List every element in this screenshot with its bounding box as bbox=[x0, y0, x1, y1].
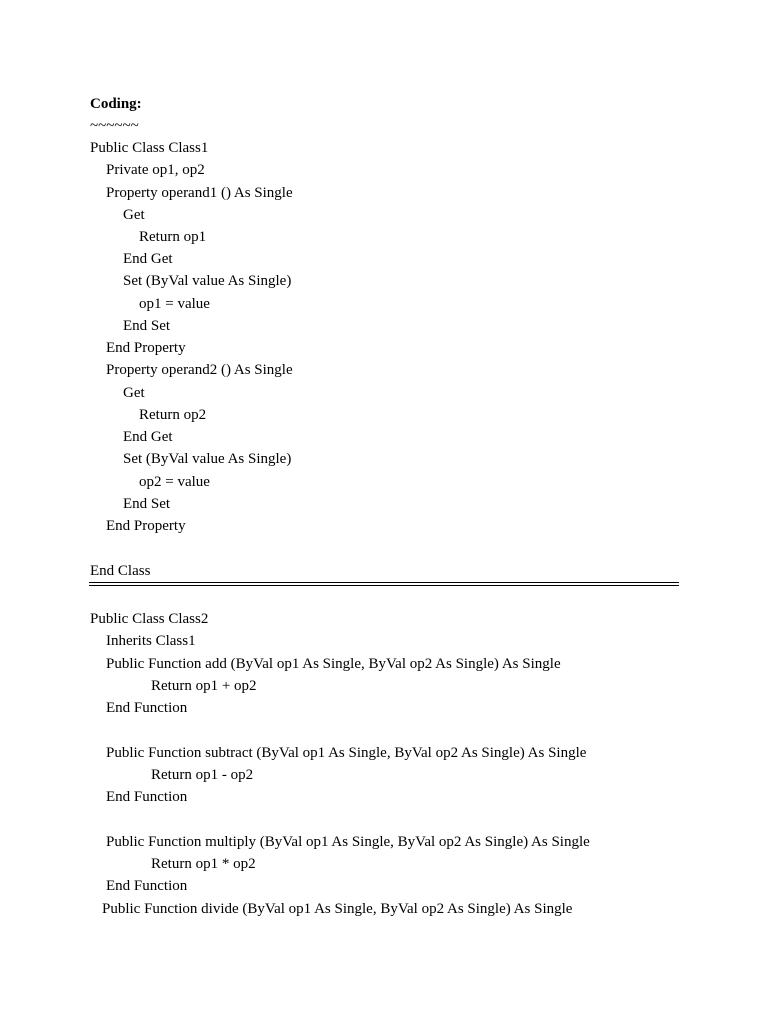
code-line: Return op1 - op2 bbox=[151, 767, 254, 783]
code-line: Get bbox=[123, 385, 145, 401]
heading-underline: ~~~~~~ bbox=[90, 118, 139, 134]
end-class-line: End Class bbox=[90, 563, 151, 579]
code-line: End Property bbox=[106, 340, 186, 356]
code-line: Get bbox=[123, 207, 145, 223]
code-line: Return op1 + op2 bbox=[151, 678, 257, 694]
code-line: Return op1 bbox=[139, 229, 207, 245]
code-line: Public Class Class1 bbox=[90, 140, 209, 156]
code-line: Public Function multiply (ByVal op1 As Single, ByVal op2 As Single) As Single bbox=[106, 834, 590, 850]
code-line: End Set bbox=[123, 318, 171, 334]
code-line: Public Class Class2 bbox=[90, 611, 209, 627]
separator-rule-bottom bbox=[89, 585, 679, 586]
separator-rule-top bbox=[89, 582, 679, 583]
code-line: End Property bbox=[106, 518, 186, 534]
code-line: Property operand1 () As Single bbox=[106, 185, 293, 201]
code-line: op2 = value bbox=[139, 474, 210, 490]
code-line: End Get bbox=[123, 429, 173, 445]
code-line: Inherits Class1 bbox=[106, 633, 196, 649]
code-line: Public Function divide (ByVal op1 As Single, ByVal op2 As Single) As Single bbox=[102, 901, 573, 917]
code-line: End Function bbox=[106, 878, 188, 894]
code-line: Return op2 bbox=[139, 407, 207, 423]
code-line: Private op1, op2 bbox=[106, 162, 205, 178]
code-line: Public Function add (ByVal op1 As Single, ByVal op2 As Single) As Single bbox=[106, 656, 561, 672]
code-line: End Function bbox=[106, 789, 188, 805]
code-line: End Get bbox=[123, 251, 173, 267]
code-line: End Function bbox=[106, 700, 188, 716]
code-line: Set (ByVal value As Single) bbox=[123, 451, 292, 467]
code-line: Return op1 * op2 bbox=[151, 856, 256, 872]
code-line: Public Function subtract (ByVal op1 As Single, ByVal op2 As Single) As Single bbox=[106, 745, 587, 761]
code-line: Property operand2 () As Single bbox=[106, 362, 293, 378]
code-line: op1 = value bbox=[139, 296, 210, 312]
code-line: Set (ByVal value As Single) bbox=[123, 273, 292, 289]
coding-heading: Coding: bbox=[90, 96, 142, 112]
code-line: End Set bbox=[123, 496, 171, 512]
